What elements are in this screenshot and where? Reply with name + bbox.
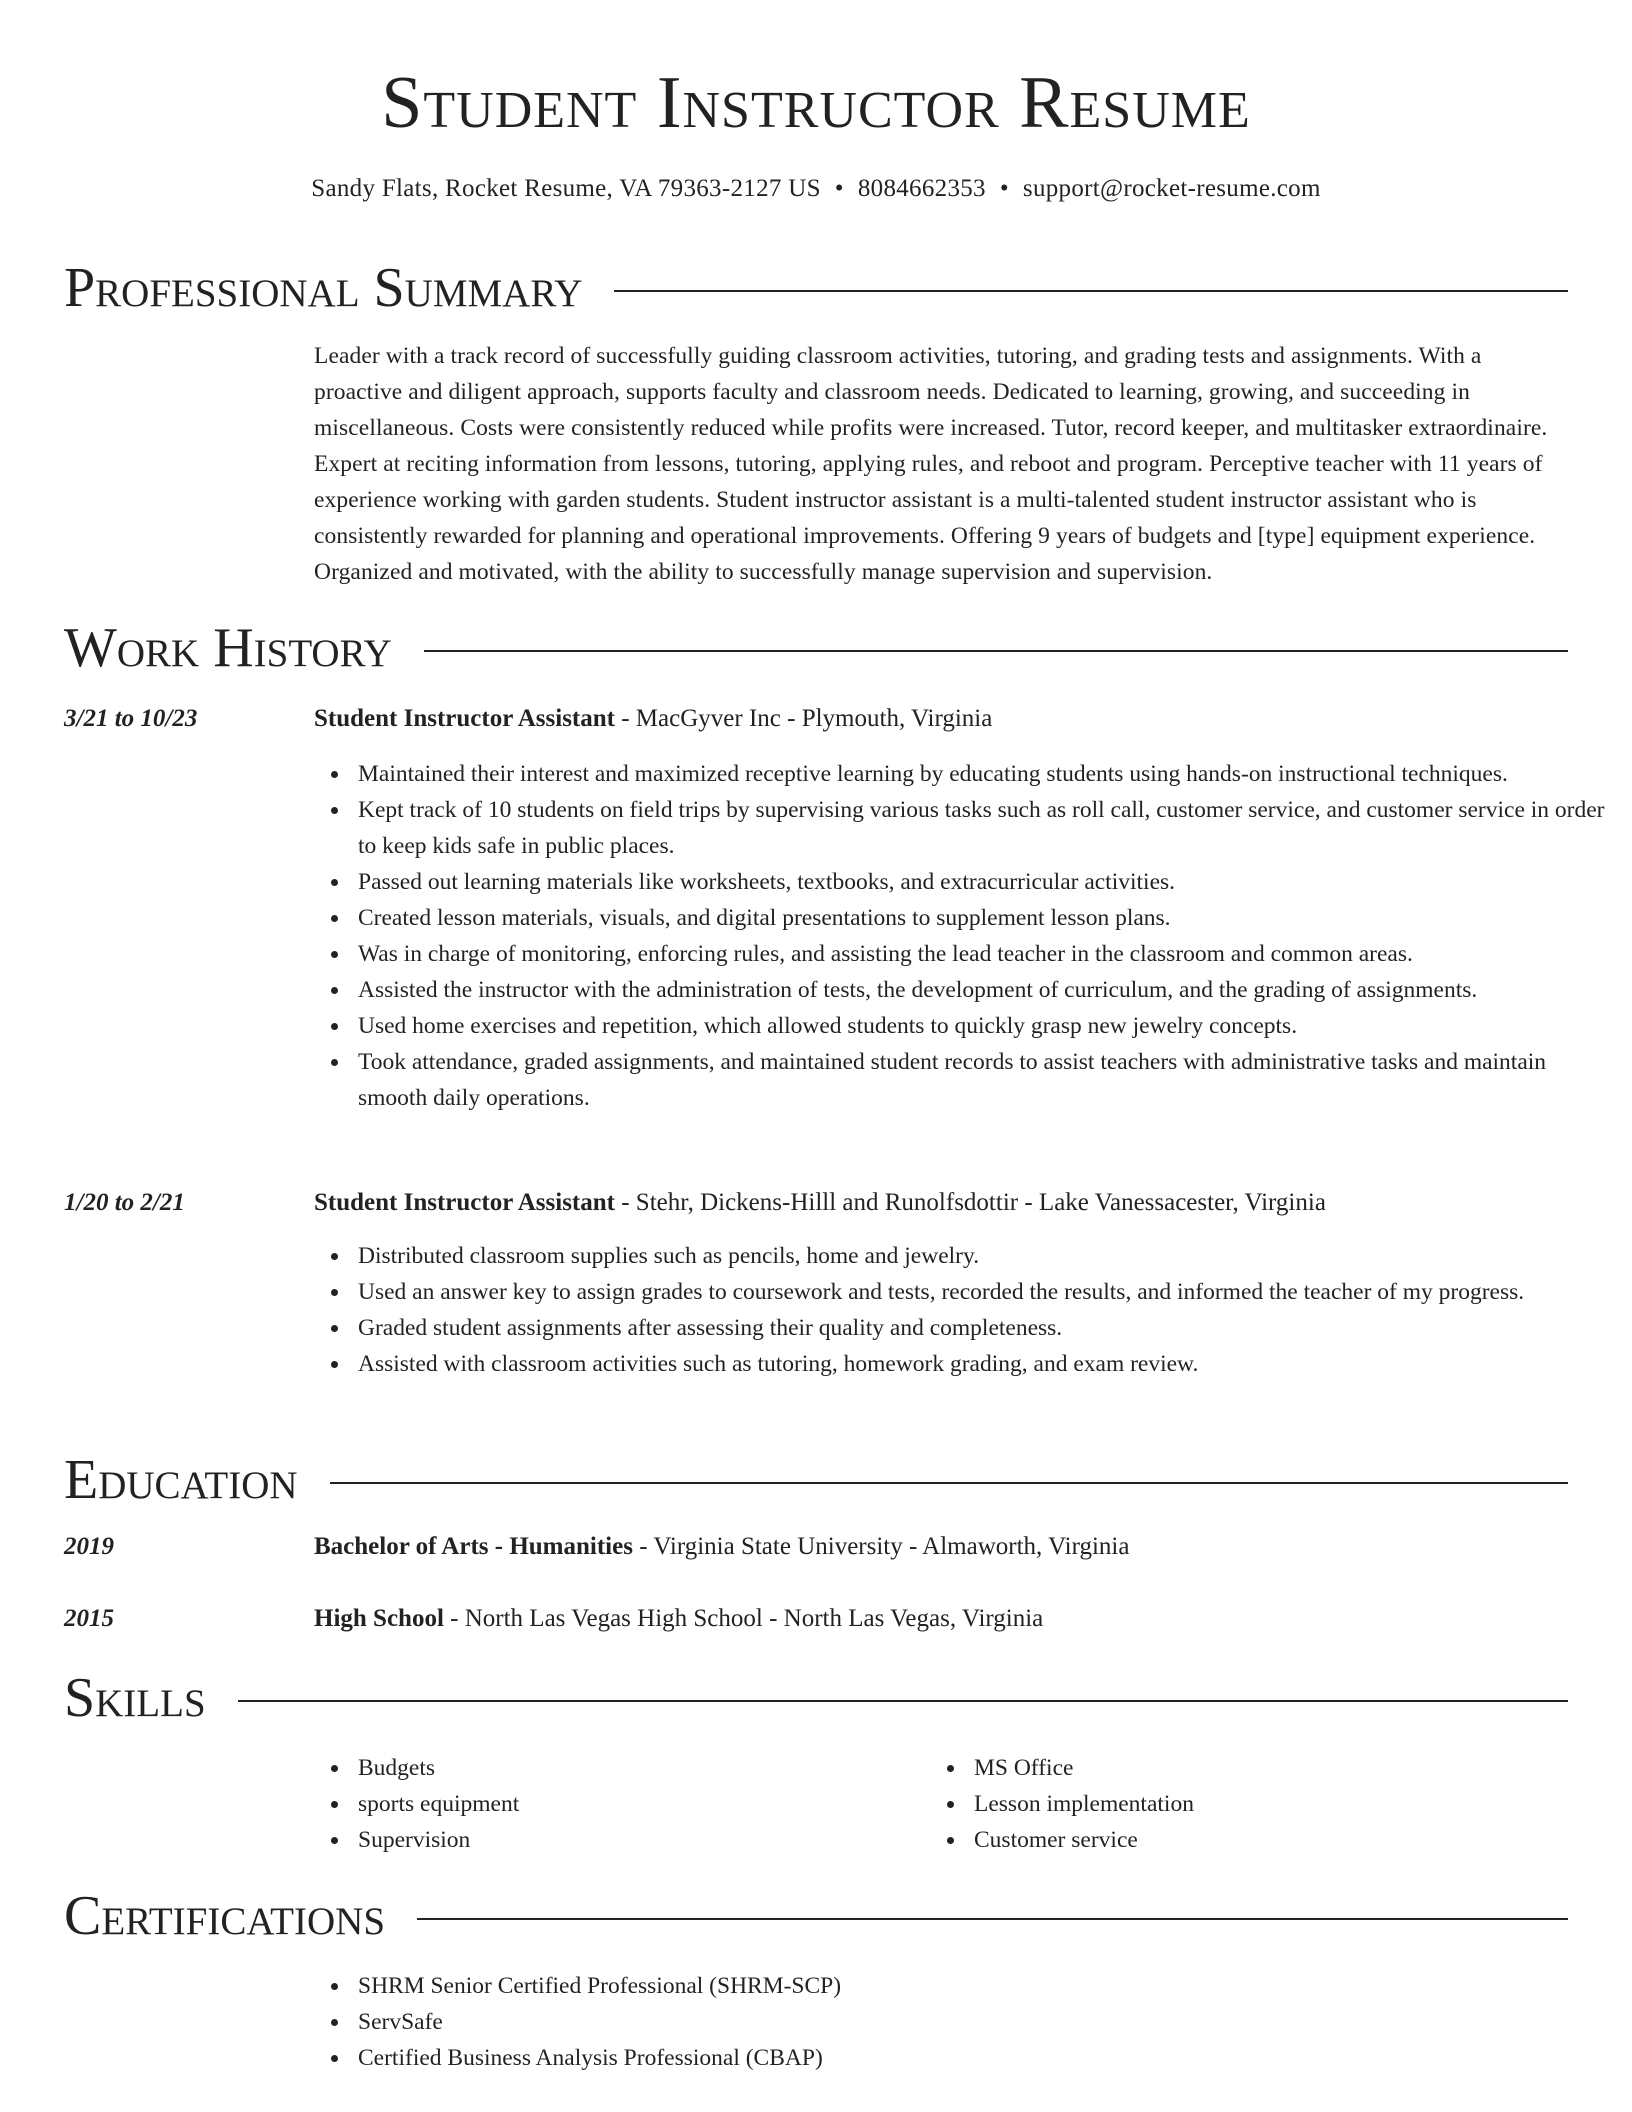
work-history-heading: Work History xyxy=(64,617,392,679)
education-heading: Education xyxy=(64,1449,298,1511)
job-bullet-list xyxy=(314,1238,1610,1382)
list-item: Assisted the instructor with the administration of tests, the development of curriculum, and the grading of assignments. xyxy=(358,972,1610,1008)
list-item: Graded student assignments after assessing their quality and completeness. xyxy=(358,1310,1610,1346)
list-item: Maintained their interest and maximized receptive learning by educating students using hands-on instructional techniques. xyxy=(358,756,1610,792)
contact-email: support@rocket-resume.com xyxy=(1022,175,1321,202)
section-divider xyxy=(330,1482,1568,1484)
list-item: Created lesson materials, visuals, and digital presentations to supplement lesson plans. xyxy=(358,900,1610,936)
section-divider xyxy=(238,1700,1568,1702)
contact-address: Sandy Flats, Rocket Resume, VA 79363-2127 US xyxy=(311,175,821,202)
resume-title: Student Instructor Resume xyxy=(381,62,1251,144)
certifications-list xyxy=(314,1968,1610,2076)
certifications-heading: Certifications xyxy=(64,1885,386,1947)
education-entry xyxy=(314,1602,1566,1636)
contact-phone: 8084662353 xyxy=(857,175,986,202)
list-item: Was in charge of monitoring, enforcing rules, and assisting the lead teacher in the classroom and common areas. xyxy=(358,936,1610,972)
list-item: Certified Business Analysis Professional (CBAP) xyxy=(358,2040,1610,2076)
list-item: SHRM Senior Certified Professional (SHRM-SCP) xyxy=(358,1968,1610,2004)
list-item: Assisted with classroom activities such as tutoring, homework grading, and exam review. xyxy=(358,1346,1610,1382)
contact-line xyxy=(64,172,1568,206)
education-year: 2019 xyxy=(64,1533,114,1560)
list-item: Passed out learning materials like worksheets, textbooks, and extracurricular activities. xyxy=(358,864,1610,900)
education-entry xyxy=(314,1530,1566,1564)
section-divider xyxy=(424,650,1568,652)
list-item: Lesson implementation xyxy=(974,1786,1632,1822)
skills-heading: Skills xyxy=(64,1667,206,1729)
summary-section-header xyxy=(64,256,1568,320)
education-degree: High School xyxy=(314,1605,444,1632)
job-details: - Stehr, Dickens-Hilll and Runolfsdottir - Lake Vanessacester, Virginia xyxy=(614,1189,1326,1216)
list-item: Distributed classroom supplies such as pencils, home and jewelry. xyxy=(358,1238,1610,1274)
list-item: Used an answer key to assign grades to coursework and tests, recorded the results, and informed the teacher of my progress. xyxy=(358,1274,1610,1310)
list-item: Took attendance, graded assignments, and maintained student records to assist teachers with administrative tasks and maintain smooth daily operations. xyxy=(358,1044,1610,1116)
education-degree: Bachelor of Arts - Humanities xyxy=(314,1533,633,1560)
skills-section-header xyxy=(64,1666,1568,1730)
job-role: Student Instructor Assistant xyxy=(314,1189,615,1216)
contact-separator: • xyxy=(999,175,1009,202)
list-item: Supervision xyxy=(358,1822,1610,1858)
list-item: MS Office xyxy=(974,1750,1632,1786)
certifications-section-header xyxy=(64,1884,1568,1948)
list-item: Kept track of 10 students on field trips by supervising various tasks such as roll call, customer service, and customer service in order to keep kids safe in public places. xyxy=(358,792,1610,864)
job-dates: 3/21 to 10/23 xyxy=(64,705,198,732)
list-item: ServSafe xyxy=(358,2004,1610,2040)
education-details: - North Las Vegas High School - North Las Vegas, Virginia xyxy=(443,1605,1044,1632)
job-dates: 1/20 to 2/21 xyxy=(64,1189,185,1216)
summary-text: Leader with a track record of successfully guiding classroom activities, tutoring, and grading tests and assignments. With a proactive and diligent approach, supports faculty and classroom needs. Dedicated to learning, growing, and succeeding in miscellaneous. Costs were consistently reduced while profits were increased. Tutor, record keeper, and multitasker extraordinaire. Expert at reciting information from lessons, tutoring, applying rules, and reboot and program. Perceptive teacher with 11 years of experience working with garden students. Student instructor assistant is a multi-talented student instructor assistant who is consistently rewarded for planning and operational improvements. Offering 9 years of budgets and [type] equipment experience. Organized and motivated, with the ability to successfully manage supervision and supervision. xyxy=(314,343,1548,585)
list-item: Budgets xyxy=(358,1750,1610,1786)
work-history-section-header xyxy=(64,616,1568,680)
job-heading xyxy=(314,1186,1566,1220)
list-item: Used home exercises and repetition, which allowed students to quickly grasp new jewelry concepts. xyxy=(358,1008,1610,1044)
skills-list-right xyxy=(930,1750,1632,1858)
list-item: Customer service xyxy=(974,1822,1632,1858)
list-item: sports equipment xyxy=(358,1786,1610,1822)
section-divider xyxy=(417,1918,1568,1920)
contact-separator: • xyxy=(834,175,844,202)
education-details: - Virginia State University - Almaworth, Virginia xyxy=(632,1533,1130,1560)
job-heading xyxy=(314,702,1566,736)
job-role: Student Instructor Assistant xyxy=(314,705,615,732)
job-bullet-list xyxy=(314,756,1610,1116)
education-year: 2015 xyxy=(64,1605,114,1632)
education-section-header xyxy=(64,1448,1568,1512)
summary-heading: Professional Summary xyxy=(64,257,583,319)
job-details: - MacGyver Inc - Plymouth, Virginia xyxy=(614,705,993,732)
section-divider xyxy=(614,290,1568,292)
